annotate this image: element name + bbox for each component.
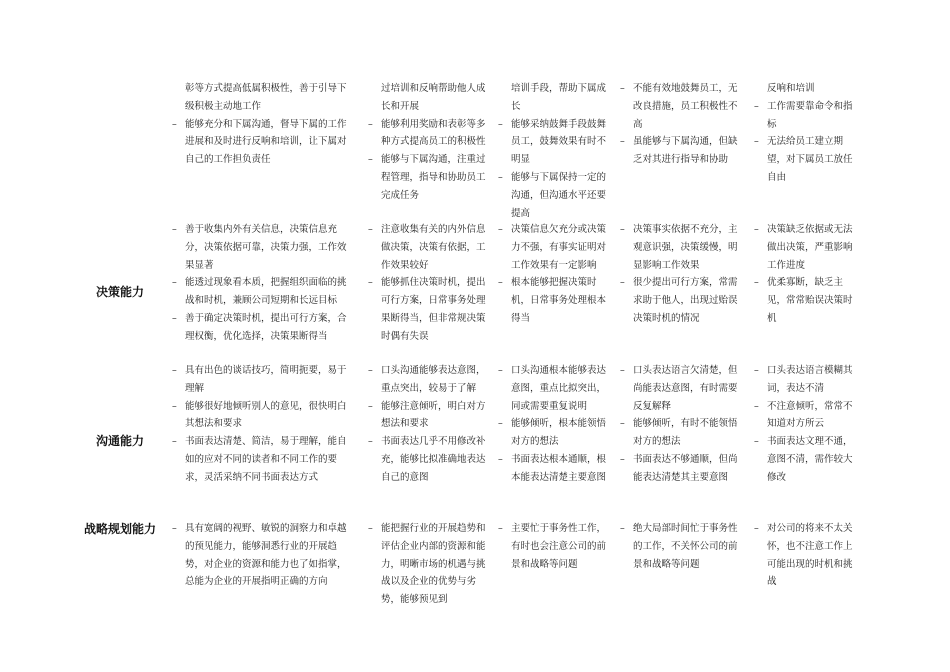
bullet-dash: – (498, 453, 503, 465)
criteria-item (368, 274, 490, 345)
criteria-text: 能透过现象看本质，把握组织面临的挑战和时机，兼顾公司短期和长远目标 (185, 277, 347, 307)
bullet-dash: – (754, 523, 759, 534)
criteria-item (754, 433, 854, 486)
bullet-dash: – (498, 171, 503, 183)
row-label: 沟通能力 (95, 434, 144, 448)
criteria-item (368, 362, 490, 398)
criteria-text: 具有宽阔的视野、敏锐的洞察力和卓越的预见能力，能够洞悉行业的开展趋势，对企业的资源和能力也了如指掌，总能为企业的开展指明正确的方向 (185, 523, 347, 588)
criteria-item (620, 80, 740, 133)
criteria-text: 绝大局部时间忙于事务性的工作，不关怀公司的前景和战略等问题 (633, 523, 738, 570)
criteria-text: 能够与下属保持一定的沟通，但沟通水平还要提高 (511, 171, 607, 219)
criteria-item (754, 221, 854, 274)
criteria-text: 彰等方式提高低属积极性，善于引导下级积极主动地工作 (185, 83, 347, 112)
criteria-item (498, 362, 611, 415)
criteria-text: 书面表达不够通顺，但尚能表达清楚其主要意图 (633, 453, 738, 483)
criteria-text: 决策信息欠充分或决策力不强，有事实证明对工作效果有一定影响 (511, 224, 607, 271)
bullet-dash: – (498, 365, 503, 376)
criteria-item (754, 98, 854, 134)
criteria-text: 根本能够把握决策时机，日常事务处理根本得当 (511, 277, 607, 324)
criteria-item (620, 133, 740, 169)
criteria-text: 口头表达语言欠清楚，但尚能表达意图，有时需要反复解释 (633, 365, 738, 412)
criteria-text: 书面表达几乎不用修改补充，能够比拟准确地表达自己的意图 (381, 436, 486, 483)
criteria-item (620, 520, 740, 573)
criteria-item (368, 398, 490, 434)
bullet-dash: – (172, 277, 177, 289)
level-column-1 (172, 221, 354, 346)
bullet-dash: – (620, 136, 625, 148)
bullet-dash: – (368, 400, 373, 412)
level-column-3 (498, 80, 611, 222)
criteria-item (172, 362, 354, 398)
level-column-1 (172, 362, 354, 487)
level-column-3 (498, 362, 611, 487)
bullet-dash: – (754, 100, 759, 112)
bullet-dash: – (754, 224, 759, 235)
criteria-item (498, 116, 611, 169)
criteria-text: 工作需要靠命令和指标 (767, 100, 853, 130)
bullet-dash: – (498, 224, 503, 235)
bullet-dash: – (368, 224, 373, 235)
criteria-text: 能够利用奖励和表彰等多种方式提高员工的积极性 (381, 118, 486, 148)
level-column-2 (368, 80, 490, 205)
level-column-2 (368, 362, 490, 487)
bullet-dash: – (754, 365, 759, 376)
criteria-item (754, 274, 854, 327)
row-label: 战略规划能力 (83, 522, 156, 536)
row-label: 决策能力 (95, 285, 144, 299)
criteria-item (498, 221, 611, 274)
criteria-item (172, 80, 354, 116)
criteria-text: 反响和培训 (767, 83, 815, 94)
level-column-4 (620, 362, 740, 487)
criteria-text: 书面表达清楚、简洁，易于理解，能自如的应对不同的读者和不同工作的要求，灵活采纳不同书面表达方式 (185, 436, 347, 483)
criteria-item (620, 362, 740, 415)
bullet-dash: – (368, 118, 373, 130)
criteria-text: 能够很好地倾听别人的意见，很快明白其想法和要求 (185, 400, 347, 430)
bullet-dash: – (620, 224, 625, 235)
level-column-2 (368, 520, 490, 609)
bullet-dash: – (498, 523, 503, 534)
criteria-item (172, 520, 354, 591)
level-column-1 (172, 520, 354, 591)
criteria-item (368, 80, 490, 116)
criteria-text: 对公司的将来不太关怀，也不注意工作上可能出现的时机和挑战 (767, 523, 853, 588)
bullet-dash: – (754, 277, 759, 289)
criteria-item (368, 116, 490, 152)
criteria-item (754, 398, 854, 434)
criteria-text: 书面表达文理不通，意图不清，需作较大修改 (767, 436, 853, 483)
criteria-text: 注意收集有关的内外信息做决策，决策有依据，工作效果较好 (381, 224, 486, 271)
criteria-text: 能够倾听，有时不能领悟对方的想法 (633, 418, 738, 448)
criteria-item (498, 451, 611, 487)
criteria-text: 善于确定决策时机，提出可行方案，合理权衡，优化选择，决策果断得当 (185, 312, 347, 342)
bullet-dash: – (498, 277, 503, 289)
level-column-5 (754, 362, 854, 487)
criteria-item (172, 274, 354, 310)
criteria-item (172, 433, 354, 486)
criteria-text: 不注意倾听，常常不知道对方所云 (767, 400, 853, 430)
criteria-text: 能够抓住决策时机，提出可行方案，日常事务处理果断得当，但非常规决策时偶有失误 (381, 277, 486, 342)
criteria-text: 主要忙于事务性工作，有时也会注意公司的前景和战略等问题 (511, 523, 607, 570)
criteria-item (620, 415, 740, 451)
bullet-dash: – (172, 436, 177, 448)
criteria-text: 不能有效地鼓舞员工，无改良措施，员工积极性不高 (633, 83, 738, 130)
criteria-text: 无法给员工建立期望，对下属员工放任自由 (767, 136, 853, 183)
criteria-text: 书面表达根本通顺，根本能表达清楚主要意图 (511, 453, 607, 483)
criteria-text: 能把握行业的开展趋势和评估企业内部的资源和能力，明晰市场的机遇与挑战以及企业的优势与劣势，能够预见到 (381, 523, 486, 606)
level-column-4 (620, 80, 740, 169)
criteria-item (498, 415, 611, 451)
level-column-4 (620, 520, 740, 573)
bullet-dash: – (620, 365, 625, 376)
criteria-text: 虽能够与下属沟通，但缺乏对其进行指导和协助 (633, 136, 738, 166)
level-column-3 (498, 520, 611, 573)
criteria-item (754, 362, 854, 398)
criteria-item (620, 274, 740, 327)
bullet-dash: – (620, 453, 625, 465)
criteria-text: 善于收集内外有关信息，决策信息充分，决策依据可靠，决策力强，工作效果显著 (185, 224, 347, 271)
criteria-text: 具有出色的谈话技巧，简明扼要，易于理解 (185, 365, 347, 394)
bullet-dash: – (620, 418, 625, 430)
bullet-dash: – (754, 400, 759, 412)
criteria-item (754, 520, 854, 591)
level-column-3 (498, 221, 611, 328)
level-column-5 (754, 80, 854, 187)
bullet-dash: – (172, 523, 177, 534)
bullet-dash: – (172, 224, 177, 235)
criteria-item (172, 398, 354, 434)
bullet-dash: – (620, 83, 625, 94)
criteria-text: 培训手段，帮助下属成长 (511, 83, 607, 112)
bullet-dash: – (172, 312, 177, 324)
criteria-item (498, 80, 611, 116)
criteria-item (368, 221, 490, 274)
bullet-dash: – (620, 277, 625, 289)
criteria-item (498, 274, 611, 327)
bullet-dash: – (754, 136, 759, 148)
criteria-text: 能够充分和下属沟通，督导下属的工作进展和及时进行反响和培训，让下属对自己的工作担负责任 (185, 118, 347, 166)
criteria-item (368, 151, 490, 204)
criteria-text: 口头沟通根本能够表达意图，重点比拟突出，同或需要重复说明 (511, 365, 607, 412)
criteria-item (754, 80, 854, 98)
criteria-item (368, 433, 490, 486)
criteria-item (172, 221, 354, 274)
criteria-item (620, 451, 740, 487)
bullet-dash: – (368, 154, 373, 166)
bullet-dash: – (172, 118, 177, 130)
criteria-text: 能够采纳鼓舞手段鼓舞员工，鼓舞效果有时不明显 (511, 118, 607, 166)
criteria-text: 口头表达语言模糊其词，表达不清 (767, 365, 853, 394)
criteria-text: 能够倾听，根本能领悟对方的想法 (511, 418, 607, 448)
bullet-dash: – (620, 523, 625, 534)
criteria-text: 过培训和反响帮助他人成长和开展 (381, 83, 486, 112)
criteria-item (620, 221, 740, 274)
criteria-item (498, 520, 611, 573)
criteria-item (172, 310, 354, 346)
level-column-1 (172, 80, 354, 169)
bullet-dash: – (498, 418, 503, 430)
criteria-item (498, 169, 611, 222)
level-column-5 (754, 221, 854, 328)
criteria-item (368, 520, 490, 609)
criteria-text: 很少提出可行方案，常需求助于他人，出现过贻误决策时机的情况 (633, 277, 738, 324)
criteria-item (172, 116, 354, 169)
bullet-dash: – (498, 118, 503, 130)
level-column-4 (620, 221, 740, 328)
criteria-text: 能够与下属沟通，注重过程管理，指导和协助员工完成任务 (381, 154, 486, 201)
bullet-dash: – (368, 436, 373, 448)
criteria-text: 优柔寡断，缺乏主见，常常贻误决策时机 (767, 277, 853, 324)
level-column-5 (754, 520, 854, 591)
criteria-text: 能够注意倾听，明白对方想法和要求 (381, 400, 486, 430)
bullet-dash: – (172, 400, 177, 412)
criteria-item (754, 133, 854, 186)
bullet-dash: – (754, 436, 759, 448)
bullet-dash: – (368, 365, 373, 376)
criteria-text: 决策事实依据不充分，主观意识强，决策缓慢，明显影响工作效果 (633, 224, 738, 271)
bullet-dash: – (368, 277, 373, 289)
bullet-dash: – (172, 365, 177, 376)
criteria-text: 口头沟通能够表达意图，重点突出，较易于了解 (381, 365, 486, 394)
bullet-dash: – (368, 523, 373, 534)
criteria-text: 决策缺乏依据或无法做出决策，严重影响工作进度 (767, 224, 853, 271)
level-column-2 (368, 221, 490, 346)
